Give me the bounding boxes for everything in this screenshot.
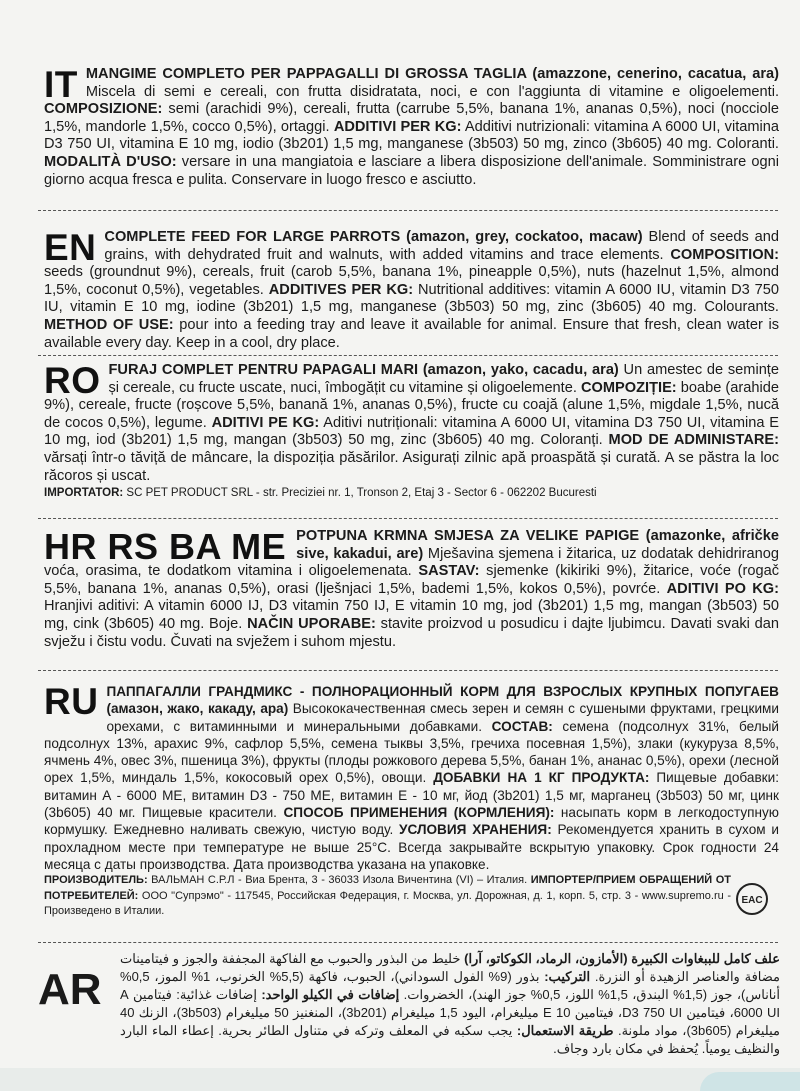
en-language-code: EN — [44, 227, 97, 268]
package-decoration — [700, 1072, 800, 1091]
package-bottom-edge — [0, 1068, 800, 1091]
hr-paragraph: HR RS BA ME POTPUNA KRMNA SMJESA ZA VELIKE PAPIGE (amazonke, afričke sive, kakadui, are) Mješavina sjemena i žitarica, uz dodatak dehidriranog voća, orasima, te dodatkom vitamina i oligoelemenata. SASTAV: sjemenke (kikiriki 9%), žitarice, voće (rogač 5,5%, banana 1%, ananas 0,5%), orasi (lješnjaci 1,5%, bademi 1,5%, kokos 0,5%), povrće. ADITIVI PO KG: Hranjivi aditivi: A vitamin 6000 IJ, D3 vitamin 750 IJ, E vitamin 10 mg, jod (3b201) 1,5 mg, mangan (3b503) 50 mg, cink (3b605) 40 mg. Boje. NAČIN UPORABE: stavite proizvod u posudicu i dajte ljubimcu. Davati svaki dan svježu i čistu vodu. Čuvati na svježem i suhom mjestu. — [44, 526, 779, 650]
it-paragraph: IT MANGIME COMPLETO PER PAPPAGALLI DI GROSSA TAGLIA (amazzone, cenerino, cacatua, ara) Miscela di semi e cereali, con frutta disidratata, noci, e con l'aggiunta di vitamine e oligoelementi. COMPOSIZIONE: semi (arachidi 9%), cereali, frutta (carrube 5,5%, banana 1%, ananas 0,5%), noci (nocciole 1,5%, mandorle 1,5%, cocco 0,5%), ortaggi. ADDITIVI PER KG: Additivi nutrizionali: vitamina A 6000 UI, vitamina D3 750 UI, vitamina E 10 mg, iodio (3b201) 1,5 mg, manganese (3b503) 50 mg, zinco (3b605) 40 mg. Coloranti. MODALITÀ D'USO: versare in una mangiatoia e lasciare a libera disposizione dell'animale. Somministrare ogni giorno acqua fresca e pulita. Conservare in luogo fresco e asciutto. — [44, 64, 780, 188]
ru-storage-label: УСЛОВИЯ ХРАНЕНИЯ: — [399, 822, 552, 838]
divider — [38, 210, 778, 211]
divider — [38, 355, 778, 356]
ro-language-code: RO — [44, 360, 101, 401]
divider — [38, 942, 778, 943]
en-paragraph: EN COMPLETE FEED FOR LARGE PARROTS (amazon, grey, cockatoo, macaw) Blend of seeds and grains, with dehydrated fruit and walnuts, with added vitamins and trace elements. COMPOSITION: seeds (groundnut 9%), cereals, fruit (carob 5,5%, banana 1%, pineapple 0,5%), nuts (hazelnut 1,5%, almond 1,5%, coconut 0,5%), vegetables. ADDITIVES PER KG: Nutritional additives: vitamin A 6000 IU, vitamin D3 750 IU, vitamin E 10 mg, iodine (3b201) 1,5 mg, manganese (3b503) 50 mg, zinc (3b605) 40 mg. Colourants. METHOD OF USE: pour into a feeding tray and leave it available for animal. Ensure that fresh, clean water is available every day. Keep in a cool, dry place. — [44, 227, 779, 351]
ro-usage-label: MOD DE ADMINISTARE: — [608, 432, 779, 449]
ru-composition-label: СОСТАВ: — [491, 718, 553, 734]
hr-composition-label: SASTAV: — [418, 563, 480, 580]
hr-language-code: HR RS BA ME — [44, 526, 287, 567]
it-usage-label: MODALITÀ D'USO: — [44, 153, 177, 170]
ar-paragraph: علف كامل للببغاوات الكبيرة (الأمازون، الرماد، الكوكاتو، آرا) خليط من البذور والحبوب مع الفاكهة المجففة والجوز و فيتامينات مضافة والعناصر الزهيدة أو النزرة. التركيب: بذور (9% الفول السوداني)، الحبوب، فاكهة (5,5% الخرنوب، 1% الموز، 0,5% أناناس)، جوز (1,5% البندق، 1,5% اللوز، 0,5% جوز الهند)، الخضروات. إضافات في الكيلو الواحد: إضافات غذائية: فيتامين A 6000 UI، فيتامين D3 750 UI، فيتامين E 10 ميليغرام، اليود 1,5 ميليغرام (3b201)، المنغنيز 50 ميليغرام (3b503)، الزنك 40 ميليغرام (3b605)، مواد ملونة. طريقة الاستعمال: يجب سكبه في المعلف وتركه في متناول الطائر بحرية. إعطاء الماء البارد والنظيف يومياً. يُحفظ في مكان بارد وجاف. — [120, 951, 781, 1056]
en-title: COMPLETE FEED FOR LARGE PARROTS (amazon, grey, cockatoo, macaw) — [104, 229, 643, 245]
ro-paragraph: RO FURAJ COMPLET PENTRU PAPAGALI MARI (amazon, yako, cacadu, ara) Un amestec de semințe și cereale, cu fructe uscate, nuci, îmbogățit cu vitamine și oligoelemente. COMPOZIȚIE: boabe (arahide 9%), cereale, fructe (roșcove 5,5%, banană 1%, ananas 0,5%), fructe cu coajă (alune 1,5%, migdale 1,5%, nucă de cocos 0,5%), legume. ADITIVI PE KG: Aditivi nutriționali: vitamina A 6000 UI, vitamina D3 750 UI, vitamina E 10 mg, iod (3b201) 1,5 mg, mangan (3b503) 50 mg, zinc (3b605) 40 mg. Coloranți. MOD DE ADMINISTARE: vărsați într-o tăviță de mâncare, la dispoziția păsărilor. Asigurați zilnic apă proaspătă și curată. A se păstra la loc răcoros și uscat. IMPORTATOR: SC PET PRODUCT SRL - str. Preciziei nr. 1, Tronson 2, Etaj 3 - Sector 6 - 062202 Bucuresti — [44, 360, 780, 500]
hr-usage-label: NAČIN UPORABE: — [247, 615, 376, 632]
ru-usage-label: СПОСОБ ПРИМЕНЕНИЯ (КОРМЛЕНИЯ): — [283, 805, 555, 821]
ar-additives-label: إضافات في الكيلو الواحد: — [261, 987, 400, 1002]
ar-language-code: AR — [38, 965, 102, 1014]
ru-title: ПАППАГАЛЛИ ГРАНДМИКС - ПОЛНОРАЦИОННЫЙ КОРМ ДЛЯ ВЗРОСЛЫХ КРУПНЫХ ПОПУГАЕВ (амазон, жако, какаду, ара) — [106, 684, 779, 717]
ro-title: FURAJ COMPLET PENTRU PAPAGALI MARI (amazon, yako, cacadu, ara) — [108, 362, 619, 378]
en-usage-label: METHOD OF USE: — [44, 316, 174, 333]
ar-usage-label: طريقة الاستعمال: — [516, 1023, 614, 1038]
ru-paragraph: RU ПАППАГАЛЛИ ГРАНДМИКС - ПОЛНОРАЦИОННЫЙ КОРМ ДЛЯ ВЗРОСЛЫХ КРУПНЫХ ПОПУГАЕВ (амазон, жако, какаду, ара) Высококачественная смесь зерен и семян с сушеными фруктами, грецкими орехами, с витаминными и минеральными добавками. СОСТАВ: семена (подсолнух 31%, белый подсолнух 13%, арахис 9%, сафлор 5,5%, семена тыквы 3,5%, гречиха посевная 1,5%), злаки (кукуруза 8,5%, ячмень 4%, овес 3%, пшеница 3%), фрукты (плоды рожкового дерева 5,5%, банан 1%, ананас 0,5%), орехи (лесной орех 1,5%, миндаль 1,5%, кокосовый орех 0,5%), овощи. ДОБАВКИ НА 1 КГ ПРОДУКТА: Пищевые добавки: витамин А - 6000 МЕ, витамин D3 - 750 МЕ, витамин Е - 10 мг, йод (3b201) 1,5 мг, марганец (3b503) 50 мг, цинк (3b605) 40 мг. Пищевые красители. СПОСОБ ПРИМЕНЕНИЯ (КОРМЛЕНИЯ): насыпать корм в легкодоступную кормушку. Ежедневно наливать свежую, чистую воду. УСЛОВИЯ ХРАНЕНИЯ: Рекомендуется хранить в сухом и прохладном месте при температуре не выше 25°С. Всегда закрывайте вскрытую упаковку. Срок годности 24 месяца с даты производства. Дата производства указана на упаковке. ПРОИЗВОДИТЕЛЬ: ВАЛЬМАН С.Р.Л - Виа Брента, 3 - 36033 Изола Вичентина (VI) – Италия. ИМПОРТЕР/ПРИЕМ ОБРАЩЕНИЙ ОТ ПОТРЕБИТЕЛЕЙ: ООО "Супрэмо" - 117545, Российская Федерация, г. Москва, ул. Дорожная, д. 1, корп. 5, стр. 3 - www.supremo.ru - Произведено в Италии. — [44, 683, 779, 920]
ro-additives-label: ADITIVI PE KG: — [211, 414, 320, 431]
divider — [38, 670, 778, 671]
ru-producer-info: ПРОИЗВОДИТЕЛЬ: ВАЛЬМАН С.Р.Л - Виа Брента, 3 - 36033 Изола Вичентина (VI) – Италия. ИМПОРТЕР/ПРИЕМ ОБРАЩЕНИЙ ОТ ПОТРЕБИТЕЛЕЙ: ООО "Супрэмо" - 117545, Российская Федерация, г. Москва, ул. Дорожная, д. 1, корп. 5, стр. 3 - www.supremo.ru - Произведено в Италии. — [44, 874, 731, 918]
ar-composition-label: التركيب: — [544, 969, 591, 984]
en-composition-label: COMPOSITION: — [670, 246, 779, 263]
ar-title: علف كامل للببغاوات الكبيرة (الأمازون، الرماد، الكوكاتو، آرا) — [464, 951, 780, 966]
ro-importer: IMPORTATOR: SC PET PRODUCT SRL - str. Preciziei nr. 1, Tronson 2, Etaj 3 - Sector 6 - 062202 Bucuresti — [44, 487, 597, 500]
hr-additives-label: ADITIVI PO KG: — [666, 580, 779, 597]
eac-certification-icon — [735, 882, 769, 916]
it-composition-label: COMPOSIZIONE: — [44, 101, 163, 118]
ru-language-code: RU — [44, 681, 99, 722]
ru-additives-label: ДОБАВКИ НА 1 КГ ПРОДУКТА: — [433, 770, 650, 786]
divider — [38, 518, 778, 519]
it-additives-label: ADDITIVI PER KG: — [333, 118, 462, 135]
it-language-code: IT — [44, 64, 78, 105]
ro-composition-label: COMPOZIȚIE: — [581, 379, 677, 396]
eac-mark-text: EAC — [741, 895, 763, 906]
en-additives-label: ADDITIVES PER KG: — [268, 281, 414, 298]
hr-title: POTPUNA KRMNA SMJESA ZA VELIKE PAPIGE (amazonke, afričke sive, kakadui, are) — [296, 528, 779, 562]
it-title: MANGIME COMPLETO PER PAPPAGALLI DI GROSSA TAGLIA (amazzone, cenerino, cacatua, ara) — [85, 66, 779, 82]
